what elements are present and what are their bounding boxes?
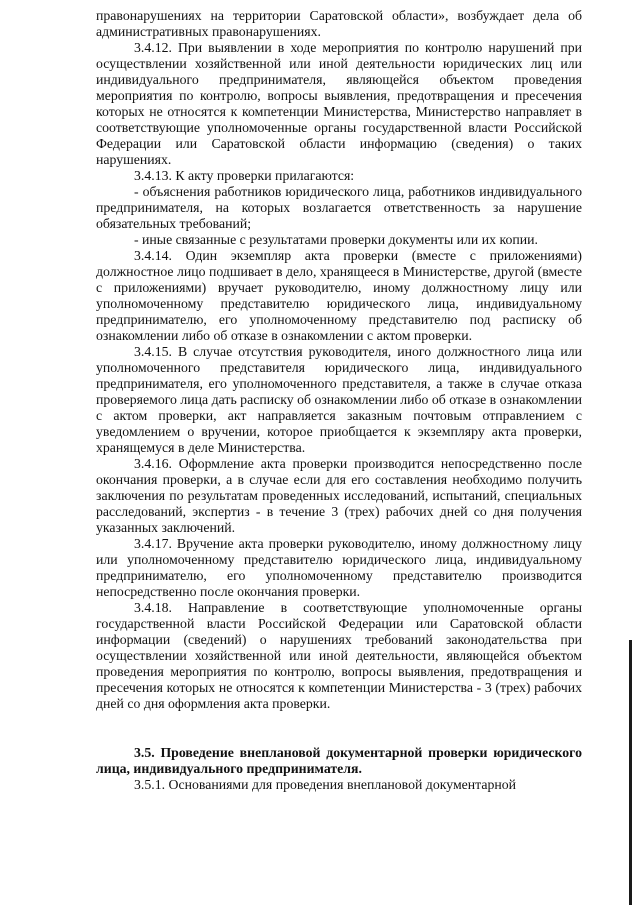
paragraph-3-4-18: 3.4.18. Направление в соответствующие уполномоченные органы государственной власти Российской Федерации или Саратовской области информации (сведений) о нарушениях требований законодательства при осуществлении хозяйственной или иной деятельности, являющейся объектом проведения мероприятия по контролю, вопросы выявления, предотвращения и пресечения которых не относятся к компетенции Министерства - 3 (трех) рабочих дней со дня оформления акта проверки. (96, 600, 582, 711)
paragraph-3-4-13: 3.4.13. К акту проверки прилагаются: (134, 168, 355, 183)
paragraph-continuation: правонарушениях на территории Саратовской области», возбуждает дела об административных правонарушениях. (96, 8, 582, 39)
paragraph-3-4-16: 3.4.16. Оформление акта проверки производится непосредственно после окончания проверки, а в случае если для его составления необходимо получить заключения по результатам проведенных исследований, испытаний, специальных расследований, экспертиз - в течение 3 (трех) рабочих дней со дня получения указанных заключений. (96, 456, 582, 535)
list-item-other-documents: - иные связанные с результатами проверки документы или их копии. (134, 232, 538, 247)
paragraph-3-5-1: 3.5.1. Основаниями для проведения внеплановой документарной (134, 777, 517, 792)
paragraph-3-4-12: 3.4.12. При выявлении в ходе мероприятия по контролю нарушений при осуществлении хозяйственной или иной деятельности юридических лиц или индивидуального предпринимателя, являющейся объектом проведения мероприятия по контролю, вопросы выявления, предотвращения и пресечения которых не относятся к компетенции Министерства, Министерство направляет в соответствующие уполномоченные органы государственной власти Российской Федерации или Саратовской области информацию (сведения) о таких нарушениях. (96, 40, 582, 167)
section-heading-3-5: 3.5. Проведение внеплановой документарной проверки юридического лица, индивидуального предпринимателя. (96, 745, 582, 776)
paragraph-3-4-17: 3.4.17. Вручение акта проверки руководителю, иному должностному лицу или уполномоченному представителю юридического лица, индивидуальному предпринимателю, его уполномоченному представителю производится непосредственно после окончания проверки. (96, 536, 582, 599)
scan-edge-line (629, 640, 632, 905)
list-item-explanations: - объяснения работников юридического лица, работников индивидуального предпринимателя, на которых возлагается ответственность за нарушение обязательных требований; (96, 184, 582, 231)
paragraph-3-4-15: 3.4.15. В случае отсутствия руководителя, иного должностного лица или уполномоченного представителя юридического лица, индивидуального предпринимателя, его уполномоченного представителя, а также в случае отказа проверяемого лица дать расписку об ознакомлении либо об отказе в ознакомлении с актом проверки, акт направляется заказным почтовым отправлением с уведомлением о вручении, которое приобщается к экземпляру акта проверки, хранящемуся в деле Министерства. (96, 344, 583, 455)
document-body (96, 8, 582, 793)
paragraph-3-4-14: 3.4.14. Один экземпляр акта проверки (вместе с приложениями) должностное лицо подшивает в дело, хранящееся в Министерстве, другой (вместе с приложениями) вручает руководителю, иному должностному лицу или уполномоченному представителю юридического лица, индивидуальному предпринимателю, его уполномоченному представителю под расписку об ознакомлении либо об отказе в ознакомлении с актом проверки. (96, 248, 582, 343)
